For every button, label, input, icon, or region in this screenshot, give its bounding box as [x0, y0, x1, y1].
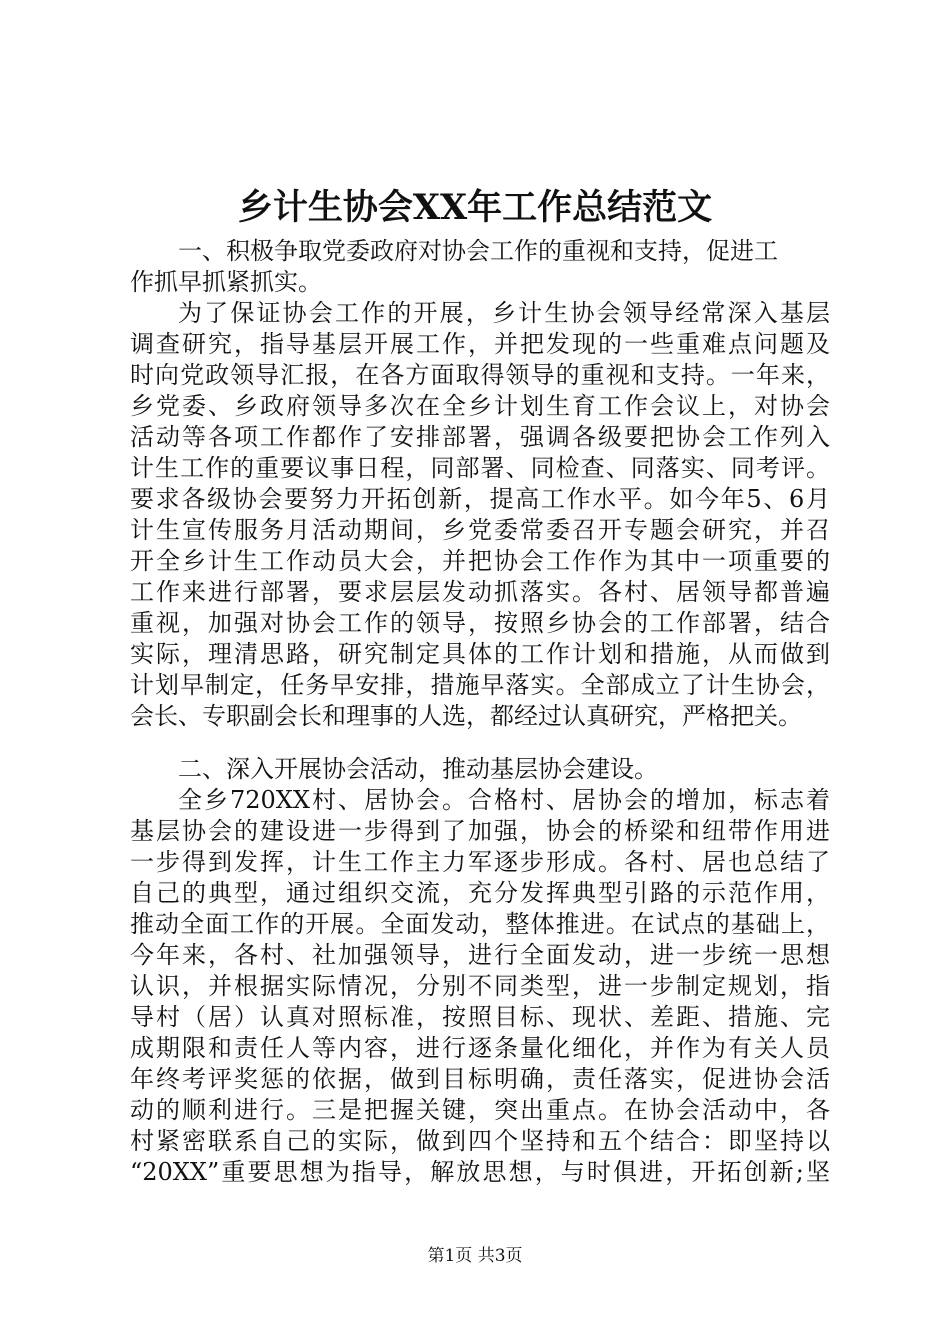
text-line: 年终考评奖惩的依据，做到目标明确，责任落实，促进协会活 — [130, 1065, 830, 1093]
section-heading-1: 一、积极争取党委政府对协会工作的重视和支持，促进工 — [178, 237, 778, 265]
text-line: 会长、专职副会长和理事的人选，都经过认真研究，严格把关。 — [130, 702, 802, 730]
text-line: 要求各级协会要努力开拓创新，提高工作水平。如今年5、6月 — [130, 485, 830, 513]
text-line: 乡党委、乡政府领导多次在全乡计划生育工作会议上，对协会 — [130, 392, 830, 420]
text-line: 自己的典型，通过组织交流，充分发挥典型引路的示范作用， — [130, 879, 830, 907]
text-line: “20XX”重要思想为指导，解放思想，与时俱进，开拓创新;坚 — [130, 1158, 830, 1186]
document-title: 乡计生协会XX年工作总结范文 — [237, 187, 713, 228]
text-line: 作抓早抓紧抓实。 — [130, 268, 322, 296]
text-line: 计划早制定，任务早安排，措施早落实。全部成立了计生协会， — [130, 671, 830, 699]
section-heading-2: 二、深入开展协会活动，推动基层协会建设。 — [178, 755, 658, 783]
text-line: 今年来，各村、社加强领导，进行全面发动，进一步统一思想 — [130, 941, 830, 969]
text-line: 重视，加强对协会工作的领导，按照乡协会的工作部署，结合 — [130, 609, 830, 637]
text-line: 时向党政领导汇报，在各方面取得领导的重视和支持。一年来， — [130, 361, 830, 389]
paragraph-gap — [130, 732, 830, 754]
text-line: 为了保证协会工作的开展，乡计生协会领导经常深入基层 — [178, 299, 830, 327]
page-number-footer: 第1页 共3页 — [427, 1246, 523, 1266]
text-line: 成期限和责任人等内容，进行逐条量化细化，并作为有关人员 — [130, 1034, 830, 1062]
text-line: 实际，理清思路，研究制定具体的工作计划和措施，从而做到 — [130, 640, 830, 668]
text-line: 基层协会的建设进一步得到了加强，协会的桥梁和纽带作用进 — [130, 817, 830, 845]
text-line: 一步得到发挥，计生工作主力军逐步形成。各村、居也总结了 — [130, 848, 830, 876]
text-line: 活动等各项工作都作了安排部署，强调各级要把协会工作列入 — [130, 423, 830, 451]
text-line: 计生宣传服务月活动期间，乡党委常委召开专题会研究，并召 — [130, 516, 830, 544]
document-body — [130, 236, 830, 1188]
text-line: 开全乡计生工作动员大会，并把协会工作作为其中一项重要的 — [130, 547, 830, 575]
text-line: 工作来进行部署，要求层层发动抓落实。各村、居领导都普遍 — [130, 578, 830, 606]
text-line: 动的顺利进行。三是把握关键，突出重点。在协会活动中，各 — [130, 1096, 830, 1124]
text-line: 导村（居）认真对照标准，按照目标、现状、差距、措施、完 — [130, 1003, 830, 1031]
text-line: 调查研究，指导基层开展工作，并把发现的一些重难点问题及 — [130, 330, 830, 358]
text-line: 村紧密联系自己的实际，做到四个坚持和五个结合：即坚持以 — [130, 1127, 830, 1155]
text-line: 认识，并根据实际情况，分别不同类型，进一步制定规划，指 — [130, 972, 830, 1000]
text-line: 全乡720XX村、居协会。合格村、居协会的增加，标志着 — [178, 786, 830, 814]
text-line: 推动全面工作的开展。全面发动，整体推进。在试点的基础上， — [130, 910, 830, 938]
text-line: 计生工作的重要议事日程，同部署、同检查、同落实、同考评。 — [130, 454, 830, 482]
